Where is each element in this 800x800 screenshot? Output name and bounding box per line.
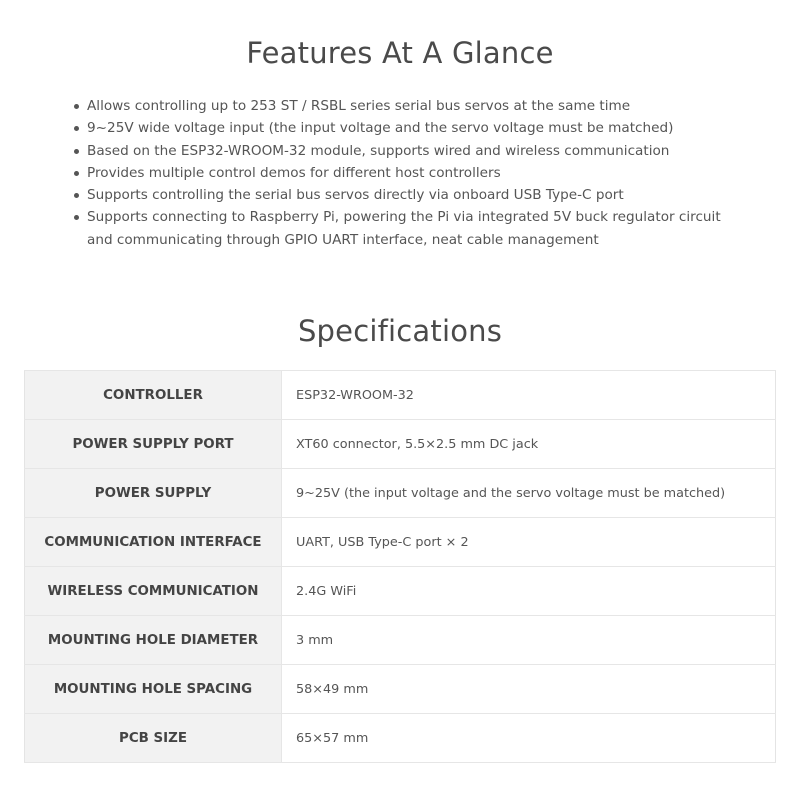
spec-value: 65×57 mm (282, 714, 776, 763)
feature-item: Supports controlling the serial bus servos directly via onboard USB Type-C port (70, 184, 750, 206)
feature-item: Supports connecting to Raspberry Pi, powering the Pi via integrated 5V buck regulator circuit and communicating through GPIO UART interface, neat cable management (70, 206, 750, 251)
feature-item: Allows controlling up to 253 ST / RSBL series serial bus servos at the same time (70, 95, 750, 117)
spec-value: ESP32-WROOM-32 (282, 371, 776, 420)
spec-row (25, 714, 776, 763)
spec-label: POWER SUPPLY PORT (25, 420, 282, 469)
features-heading: Features At A Glance (246, 36, 554, 70)
spec-label: COMMUNICATION INTERFACE (25, 518, 282, 567)
spec-value: 3 mm (282, 616, 776, 665)
specifications-table (24, 370, 776, 763)
spec-label: PCB SIZE (25, 714, 282, 763)
feature-item: Provides multiple control demos for different host controllers (70, 162, 750, 184)
spec-value: XT60 connector, 5.5×2.5 mm DC jack (282, 420, 776, 469)
spec-row (25, 371, 776, 420)
spec-label: WIRELESS COMMUNICATION (25, 567, 282, 616)
features-list (70, 95, 750, 251)
specifications-heading: Specifications (297, 314, 503, 348)
spec-row (25, 518, 776, 567)
spec-value: 58×49 mm (282, 665, 776, 714)
spec-row (25, 469, 776, 518)
feature-item: Based on the ESP32-WROOM-32 module, supports wired and wireless communication (70, 140, 750, 162)
spec-label: MOUNTING HOLE SPACING (25, 665, 282, 714)
spec-label: POWER SUPPLY (25, 469, 282, 518)
spec-row (25, 616, 776, 665)
spec-row (25, 567, 776, 616)
spec-row (25, 420, 776, 469)
spec-value: 9~25V (the input voltage and the servo voltage must be matched) (282, 469, 776, 518)
spec-row (25, 665, 776, 714)
spec-label: MOUNTING HOLE DIAMETER (25, 616, 282, 665)
spec-value: UART, USB Type-C port × 2 (282, 518, 776, 567)
feature-item: 9~25V wide voltage input (the input voltage and the servo voltage must be matched) (70, 117, 750, 139)
spec-label: CONTROLLER (25, 371, 282, 420)
spec-value: 2.4G WiFi (282, 567, 776, 616)
